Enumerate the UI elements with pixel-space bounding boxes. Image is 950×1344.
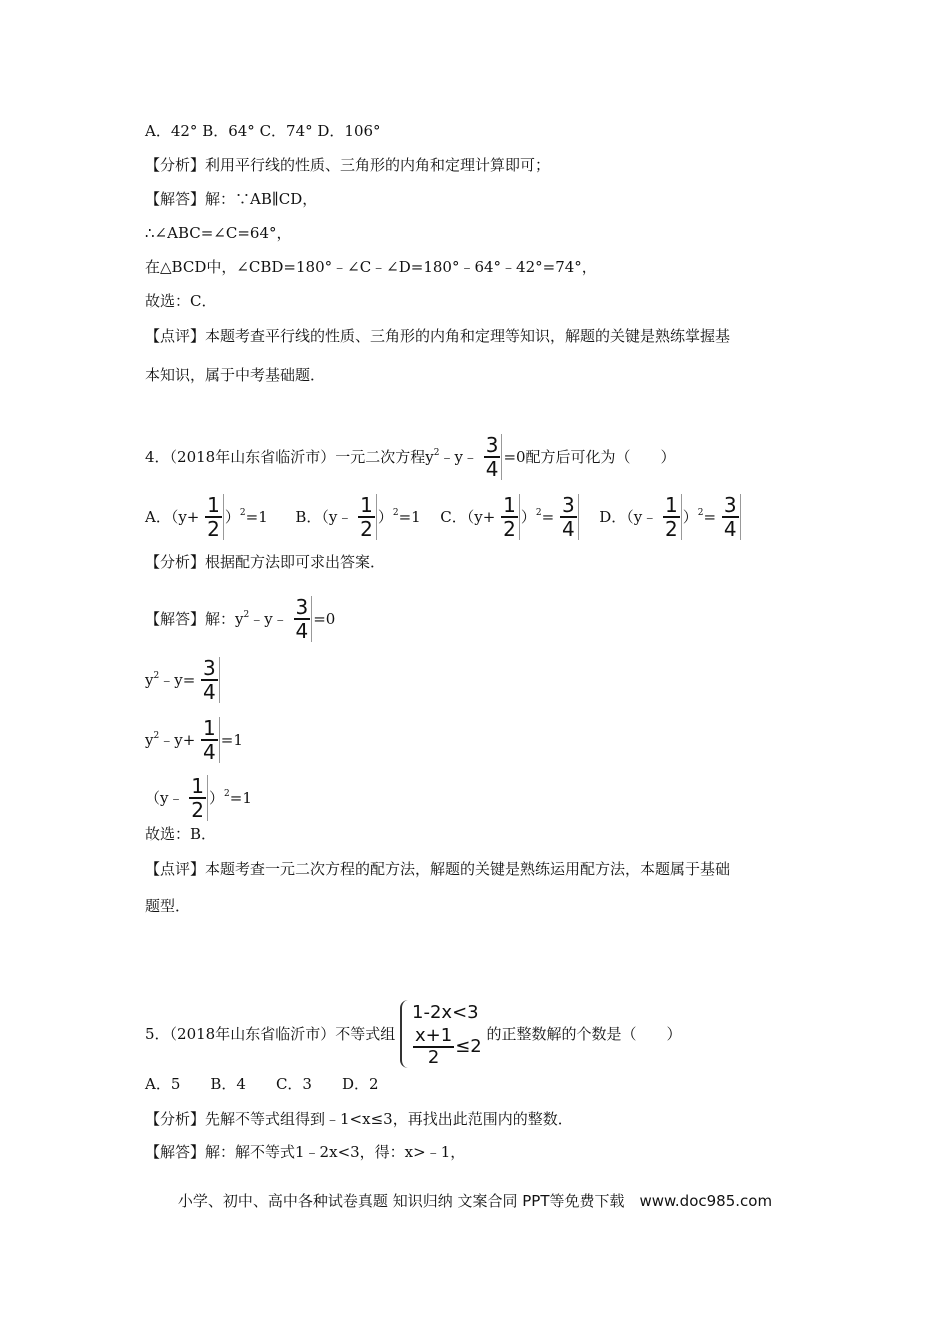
page-footer: 小学、初中、高中各种试卷真题 知识归纳 文案合同 PPT等免费下载 www.doc985.com [177,1192,773,1210]
q3-comment-line-2: 本知识，属于中考基础题． [145,366,326,384]
q5-answer-line-1: 【解答】解：解不等式1﹣2x<3，得：x>﹣1， [145,1143,466,1161]
q3-comment-line-1: 【点评】本题考查平行线的性质、三角形的内角和定理等知识，解题的关键是熟练掌握基 [145,327,731,345]
q4-step-2: $y^2﹣y=$ $\frac{3}{4}$ [145,657,221,703]
q3-answer-line-1: 【解答】解：∵AB∥CD， [145,190,318,208]
q3-answer-line-3: 在△BCD中，∠CBD=180°﹣∠C﹣∠D=180°﹣64°﹣42°=74°， [145,258,597,276]
q4-stem: 4．（2018年山东省临沂市）一元二次方程$y^2﹣y﹣$ $\frac{3}{4}$ =0配方后可化为（ ） [145,433,676,481]
fraction-3-4: $\frac{3}{4}$ [484,434,503,480]
q4-step-4: （y﹣ $\frac{1}{2}$ ）$^2$=1 [145,774,252,822]
q3-analysis: 【分析】利用平行线的性质、三角形的内角和定理计算即可； [145,156,551,174]
q4-comment-line-2: 题型． [145,897,191,915]
q4-analysis: 【分析】根据配方法即可求出答案． [145,553,386,571]
q5-analysis: 【分析】先解不等式组得到﹣1<x≤3，再找出此范围内的整数． [145,1110,573,1128]
q3-choice: 故选：C． [145,292,217,310]
q5-options: A．5 B．4 C．3 D．2 [145,1075,379,1093]
q4-step-1: 【解答】解：$y^2﹣y﹣$ $\frac{3}{4}$ =0 [145,595,336,643]
q5-stem: 5．（2018年山东省临沂市）不等式组 1-2x<3 $\frac{x+1}{2}$ ≤2 的正整数解的个数是（ ） [145,1002,682,1068]
q4-step-3: $y^2﹣y+$ $\frac{1}{4}$ =1 [145,716,243,764]
q3-options: A．42° B．64° C．74° D．106° [145,122,381,140]
q4-comment-line-1: 【点评】本题考查一元二次方程的配方法，解题的关键是熟练运用配方法，本题属于基础 [145,860,731,878]
q4-choice: 故选：B． [145,825,217,843]
q3-answer-line-2: ∴∠ABC=∠C=64°， [145,224,292,242]
inequality-system: 1-2x<3 $\frac{x+1}{2}$ ≤2 [400,1000,482,1068]
q4-options: A．（y+ $\frac{1}{2}$ ）$^2$=1 B．（y﹣ $\frac{1}{2}$ ）$^2$=1 C．（y+ $\frac{1}{2}$ ）$^2$= $\frac{3}{4}$ D．（y﹣ $\frac{1}{2}$ ）$^2$= $\frac{3}{4}$ [145,494,742,540]
